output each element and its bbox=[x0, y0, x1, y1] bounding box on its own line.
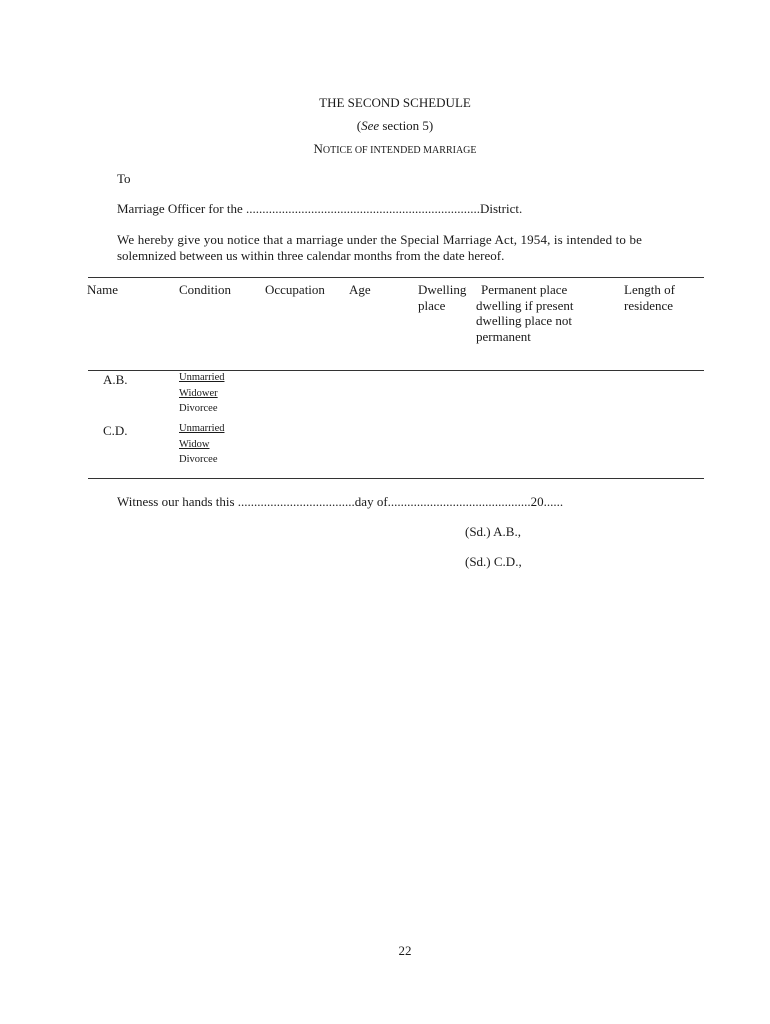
party-ab-label: A.B. bbox=[103, 372, 128, 387]
col-header-condition: Condition bbox=[179, 282, 232, 297]
witness-line: Witness our hands this ....................................day of............................................20...... bbox=[117, 494, 564, 509]
notice-line-2: solemnized between us within three calendar months from the date hereof. bbox=[117, 248, 505, 263]
condition-option: Widow bbox=[179, 438, 210, 450]
permanent-line-4: permanent bbox=[476, 328, 531, 344]
table-top-rule bbox=[88, 277, 704, 278]
notice-line-1: We hereby give you notice that a marriage under the Special Marriage Act, 1954, is intended to be bbox=[117, 232, 643, 247]
condition-option: Unmarried bbox=[179, 423, 225, 434]
length-line-1: Length of bbox=[624, 282, 675, 297]
dwelling-line-1: Dwelling bbox=[418, 282, 467, 297]
condition-option: Unmarried bbox=[179, 372, 225, 383]
subtitle-rest: OTICE OF INTENDED MARRIAGE bbox=[322, 145, 477, 156]
col-header-age: Age bbox=[349, 282, 371, 297]
notice-subtitle bbox=[0, 141, 770, 157]
table-bottom-rule bbox=[88, 478, 704, 479]
signature-ab: (Sd.) A.B., bbox=[465, 524, 521, 539]
section-reference bbox=[0, 118, 770, 134]
col-header-occupation: Occupation bbox=[265, 282, 325, 297]
reference-open: ( bbox=[356, 118, 362, 133]
signature-cd: (Sd.) C.D., bbox=[465, 554, 522, 569]
reference-rest: section 5) bbox=[379, 118, 434, 133]
to-label: To bbox=[117, 171, 131, 186]
col-header-dwelling bbox=[418, 282, 466, 313]
condition-option: Divorcee bbox=[179, 403, 218, 414]
col-header-name: Name bbox=[87, 282, 119, 297]
permanent-line-1: Permanent place bbox=[481, 282, 568, 297]
party-ab-conditions bbox=[179, 370, 224, 417]
officer-line: Marriage Officer for the ........................................................................District. bbox=[117, 201, 523, 216]
reference-see: See bbox=[361, 118, 380, 133]
col-header-permanent-place bbox=[476, 282, 573, 344]
col-header-length-of-residence bbox=[624, 282, 675, 313]
length-line-2: residence bbox=[624, 297, 674, 313]
page-number: 22 bbox=[398, 943, 412, 958]
party-cd-label: C.D. bbox=[103, 423, 128, 438]
dwelling-line-2: place bbox=[418, 297, 446, 313]
condition-option: Divorcee bbox=[179, 454, 218, 465]
schedule-title: THE SECOND SCHEDULE bbox=[319, 95, 471, 110]
party-cd-conditions bbox=[179, 421, 224, 468]
permanent-line-2: dwelling if present bbox=[476, 297, 574, 313]
permanent-line-3: dwelling place not bbox=[476, 313, 573, 328]
subtitle-first-letter: N bbox=[313, 141, 323, 156]
condition-option: Widower bbox=[179, 387, 218, 399]
